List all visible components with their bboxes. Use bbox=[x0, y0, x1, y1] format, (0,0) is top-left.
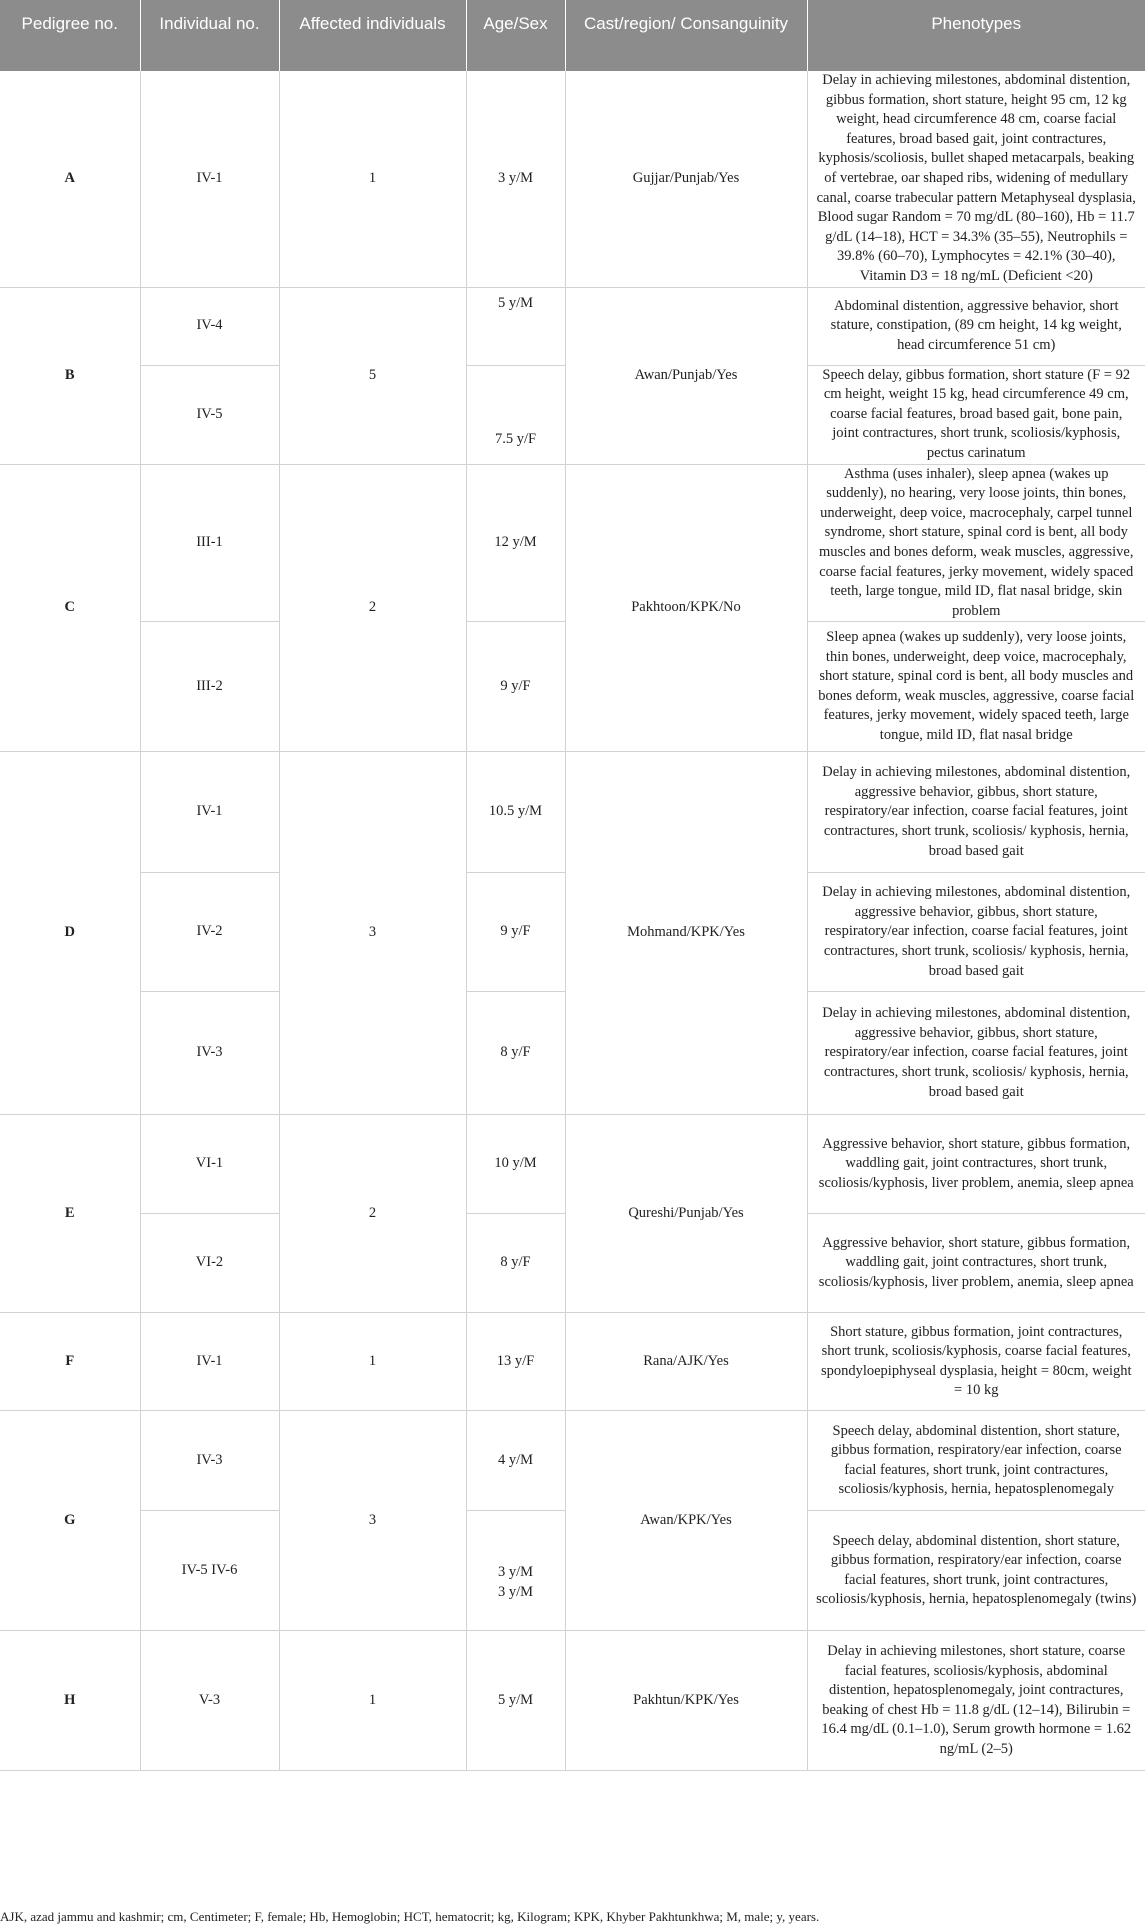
table-row bbox=[0, 752, 1145, 873]
individual-cell: V-3 bbox=[140, 1631, 279, 1771]
phenotype-cell: Aggressive behavior, short stature, gibbus formation, waddling gait, joint contractures, short trunk, scoliosis/kyphosis, liver problem, anemia, sleep apnea bbox=[807, 1214, 1145, 1313]
phenotype-cell: Asthma (uses inhaler), sleep apnea (wakes up suddenly), no hearing, very loose joints, thin bones, underweight, deep voice, macrocephaly, carpel tunnel syndrome, short stature, spinal cord is bent, all body muscles and bones deform, weak muscles, aggressive, coarse facial features, jerky movement, widely spaced teeth, large tongue, mild ID, flat nasal bridge, skin problem bbox=[807, 464, 1145, 622]
header-affected-individuals: Affected individuals bbox=[279, 0, 466, 71]
table-footnote: AJK, azad jammu and kashmir; cm, Centimeter; F, female; Hb, Hemoglobin; HCT, hematocrit; kg, Kilogram; KPK, Khyber Pakhtunkhwa; M, male; y, years. bbox=[0, 1909, 820, 1924]
affected-cell: 1 bbox=[279, 1631, 466, 1771]
phenotype-cell: Delay in achieving milestones, abdominal distention, aggressive behavior, gibbus, short stature, respiratory/ear infection, coarse facial features, joint contractures, short trunk, scoliosis/ kyphosis, hernia, broad based gait bbox=[807, 873, 1145, 992]
table-row bbox=[0, 464, 1145, 622]
header-row bbox=[0, 0, 1145, 71]
affected-cell: 5 bbox=[279, 287, 466, 464]
individual-cell: IV-1 bbox=[140, 752, 279, 873]
pedigree-cell: B bbox=[0, 287, 140, 464]
phenotype-cell: Speech delay, abdominal distention, short stature, gibbus formation, respiratory/ear infection, coarse facial features, short trunk, joint contractures, scoliosis/kyphosis, hernia, hepatosplenomegaly (twins) bbox=[807, 1511, 1145, 1631]
table-row bbox=[0, 1631, 1145, 1771]
individual-cell: IV-1 bbox=[140, 1313, 279, 1411]
age-sex-cell: 10 y/M bbox=[466, 1115, 565, 1214]
phenotype-cell: Delay in achieving milestones, short stature, coarse facial features, scoliosis/kyphosis, abdominal distention, hepatosplenomegaly, joint contractures, beaking of chest Hb = 11.8 g/dL (12–14), Bilirubin = 16.4 mg/dL (0.1–1.0), Serum growth hormone = 1.62 ng/mL (2–5) bbox=[807, 1631, 1145, 1771]
phenotype-cell: Abdominal distention, aggressive behavior, short stature, constipation, (89 cm height, 14 kg weight, head circumference 51 cm) bbox=[807, 287, 1145, 365]
affected-cell: 3 bbox=[279, 1411, 466, 1631]
header-individual-no: Individual no. bbox=[140, 0, 279, 71]
pedigree-cell: C bbox=[0, 464, 140, 752]
affected-cell: 3 bbox=[279, 752, 466, 1115]
age-sex-cell: 5 y/M bbox=[466, 287, 565, 365]
phenotype-cell: Aggressive behavior, short stature, gibbus formation, waddling gait, joint contractures, short trunk, scoliosis/kyphosis, liver problem, anemia, sleep apnea bbox=[807, 1115, 1145, 1214]
age-sex-cell: 7.5 y/F bbox=[466, 365, 565, 464]
cast-region-cell: Pakhtoon/KPK/No bbox=[565, 464, 807, 752]
table-row bbox=[0, 1411, 1145, 1511]
individual-cell: IV-2 bbox=[140, 873, 279, 992]
individual-cell: IV-3 bbox=[140, 992, 279, 1115]
age-sex-cell: 12 y/M bbox=[466, 464, 565, 622]
age-sex-cell: 5 y/M bbox=[466, 1631, 565, 1771]
individual-cell: IV-5 IV-6 bbox=[140, 1511, 279, 1631]
age-sex-cell: 9 y/F bbox=[466, 622, 565, 752]
age-sex-cell: 8 y/F bbox=[466, 992, 565, 1115]
header-cast-region-consanguinity: Cast/region/ Consanguinity bbox=[565, 0, 807, 71]
cast-region-cell: Mohmand/KPK/Yes bbox=[565, 752, 807, 1115]
pedigree-cell: E bbox=[0, 1115, 140, 1313]
individual-cell: IV-5 bbox=[140, 365, 279, 464]
individual-cell: III-2 bbox=[140, 622, 279, 752]
table-row bbox=[0, 287, 1145, 365]
individual-cell: III-1 bbox=[140, 464, 279, 622]
phenotype-cell: Speech delay, abdominal distention, short stature, gibbus formation, respiratory/ear infection, coarse facial features, short trunk, joint contractures, scoliosis/kyphosis, hernia, hepatosplenomegaly bbox=[807, 1411, 1145, 1511]
cast-region-cell: Awan/Punjab/Yes bbox=[565, 287, 807, 464]
cast-region-cell: Gujjar/Punjab/Yes bbox=[565, 71, 807, 287]
age-sex-cell: 10.5 y/M bbox=[466, 752, 565, 873]
cast-region-cell: Pakhtun/KPK/Yes bbox=[565, 1631, 807, 1771]
phenotype-cell: Delay in achieving milestones, abdominal distention, gibbus formation, short stature, height 95 cm, 12 kg weight, head circumference 48 cm, coarse facial features, broad based gait, joint contractures, kyphosis/scoliosis, bullet shaped metacarpals, beaking of vertebrae, oar shaped ribs, widening of medullary canal, coarse trabecular pattern Metaphyseal dysplasia, Blood sugar Random = 70 mg/dL (80–160), Hb = 11.7 g/dL (14–18), HCT = 34.3% (35–55), Neutrophils = 39.8% (60–70), Lymphocytes = 42.1% (30–40), Vitamin D3 = 18 ng/mL (Deficient <20) bbox=[807, 71, 1145, 287]
individual-cell: VI-1 bbox=[140, 1115, 279, 1214]
phenotype-cell: Short stature, gibbus formation, joint contractures, short trunk, scoliosis/kyphosis, coarse facial features, spondyloepiphyseal dysplasia, height = 80cm, weight = 10 kg bbox=[807, 1313, 1145, 1411]
table-row bbox=[0, 1115, 1145, 1214]
header-age-sex: Age/Sex bbox=[466, 0, 565, 71]
header-phenotypes: Phenotypes bbox=[807, 0, 1145, 71]
phenotype-cell: Delay in achieving milestones, abdominal distention, aggressive behavior, gibbus, short stature, respiratory/ear infection, coarse facial features, joint contractures, short trunk, scoliosis/ kyphosis, hernia, broad based gait bbox=[807, 992, 1145, 1115]
pedigree-cell: A bbox=[0, 71, 140, 287]
age-sex-cell: 8 y/F bbox=[466, 1214, 565, 1313]
table-row bbox=[0, 1313, 1145, 1411]
age-sex-cell: 13 y/F bbox=[466, 1313, 565, 1411]
affected-cell: 2 bbox=[279, 464, 466, 752]
header-pedigree-no: Pedigree no. bbox=[0, 0, 140, 71]
pedigree-cell: G bbox=[0, 1411, 140, 1631]
affected-cell: 2 bbox=[279, 1115, 466, 1313]
cast-region-cell: Rana/AJK/Yes bbox=[565, 1313, 807, 1411]
individual-cell: IV-1 bbox=[140, 71, 279, 287]
table-row bbox=[0, 71, 1145, 287]
individual-cell: IV-4 bbox=[140, 287, 279, 365]
individual-cell: IV-3 bbox=[140, 1411, 279, 1511]
phenotype-cell: Speech delay, gibbus formation, short stature (F = 92 cm height, weight 15 kg, head circumference 49 cm, coarse facial features, broad based gait, bone pain, joint contractures, short trunk, scoliosis/kyphosis, pectus carinatum bbox=[807, 365, 1145, 464]
phenotype-cell: Sleep apnea (wakes up suddenly), very loose joints, thin bones, underweight, deep voice, macrocephaly, short stature, spinal cord is bent, all body muscles and bones deform, weak muscles, aggressive, coarse facial features, jerky movement, widely spaced teeth, large tongue, mild ID, flat nasal bridge bbox=[807, 622, 1145, 752]
age-sex-cell: 4 y/M bbox=[466, 1411, 565, 1511]
pedigree-cell: D bbox=[0, 752, 140, 1115]
age-sex-cell: 3 y/M 3 y/M bbox=[466, 1511, 565, 1631]
pedigree-cell: H bbox=[0, 1631, 140, 1771]
affected-cell: 1 bbox=[279, 1313, 466, 1411]
phenotype-cell: Delay in achieving milestones, abdominal distention, aggressive behavior, gibbus, short stature, respiratory/ear infection, coarse facial features, joint contractures, short trunk, scoliosis/ kyphosis, hernia, broad based gait bbox=[807, 752, 1145, 873]
cast-region-cell: Qureshi/Punjab/Yes bbox=[565, 1115, 807, 1313]
age-sex-cell: 9 y/F bbox=[466, 873, 565, 992]
age-sex-cell: 3 y/M bbox=[466, 71, 565, 287]
pedigree-cell: F bbox=[0, 1313, 140, 1411]
cast-region-cell: Awan/KPK/Yes bbox=[565, 1411, 807, 1631]
individual-cell: VI-2 bbox=[140, 1214, 279, 1313]
affected-cell: 1 bbox=[279, 71, 466, 287]
